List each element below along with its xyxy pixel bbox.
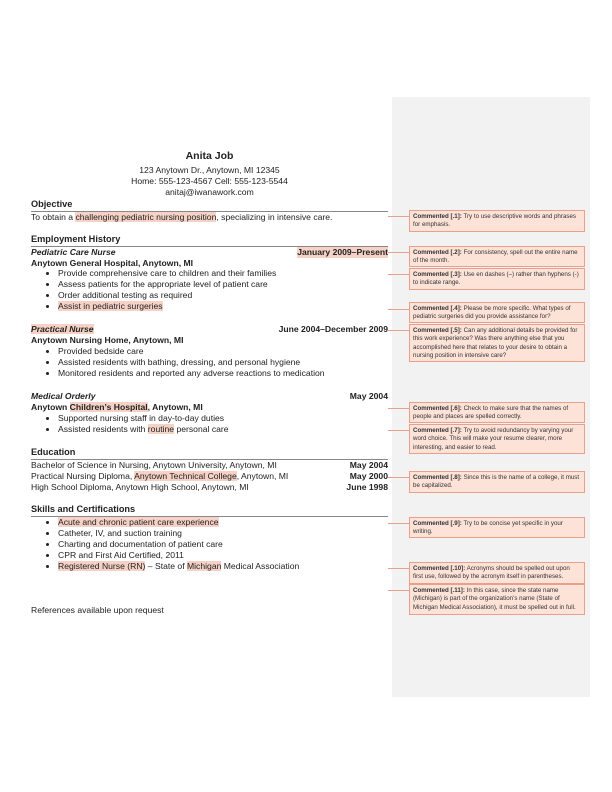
comment-connector <box>388 252 409 253</box>
comment-connector <box>388 523 409 524</box>
list-item: • Supported nursing staff in day-to-day duties <box>58 413 388 424</box>
objective-highlight[interactable]: challenging pediatric nursing position <box>75 212 217 222</box>
email-line: anitaj@iwanawork.com <box>165 187 254 197</box>
comment-balloon-11[interactable]: Commented [.11]: In this case, since the state name (Michigan) is part of the organization’s name (State of Michigan Medical Association), it must be spelled out in full. <box>409 584 585 615</box>
job-duties-3 <box>44 413 388 435</box>
job-employer-2: Anytown Nursing Home, Anytown, MI <box>31 335 184 345</box>
list-item: • Assisted residents with routine personal care <box>58 424 388 435</box>
section-skills: Skills and Certifications <box>31 504 388 517</box>
education-entry-3: High School Diploma, Anytown High School, Anytown, MI June 1998 <box>31 482 388 492</box>
list-item: • Acute and chronic patient care experience <box>58 517 388 528</box>
comment-connector <box>388 274 409 275</box>
list-item: • Assess patients for the appropriate level of patient care <box>58 279 388 290</box>
comment-balloon-9[interactable]: Commented [.9]: Try to be concise yet specific in your writing. <box>409 517 585 538</box>
list-item: • Provided bedside care <box>58 346 388 357</box>
applicant-name: Anita Job <box>185 150 234 162</box>
phone-line: Home: 555-123-4567 Cell: 555-123-5544 <box>131 176 288 186</box>
job-employer-3: Anytown Children’s Hospital, Anytown, MI <box>31 402 203 412</box>
comment-balloon-3[interactable]: Commented [.3]: Use en dashes (–) rather than hyphens (-) to indicate range. <box>409 268 585 290</box>
list-item: • CPR and First Aid Certified, 2011 <box>58 550 388 561</box>
comment-balloon-5[interactable]: Commented [.5]: Can any additional details be provided for this work experience? Was there anything else that you accomplished here that relates to your desire to obtain a nursing position in intensive care? <box>409 324 585 362</box>
job-title-1: Pediatric Care Nurse January 2009–Present <box>31 247 388 257</box>
objective-pre: To obtain a <box>31 212 76 222</box>
job-date-3: May 2004 <box>349 391 388 401</box>
list-item: • Order additional testing as required <box>58 290 388 301</box>
education-entry-1: Bachelor of Science in Nursing, Anytown University, Anytown, MI May 2004 <box>31 460 388 470</box>
comment-connector <box>388 477 409 478</box>
section-employment: Employment History <box>31 234 388 247</box>
job-employer-1: Anytown General Hospital, Anytown, MI <box>31 258 194 268</box>
list-item: • Registered Nurse (RN) – State of Michigan Medical Association <box>58 561 388 572</box>
comment-balloon-2[interactable]: Commented [.2]: For consistency, spell out the entire name of the month. <box>409 246 585 267</box>
comment-connector <box>388 430 409 431</box>
job-date-2: June 2004–December 2009 <box>278 324 388 334</box>
job-title-3: Medical Orderly May 2004 <box>31 391 388 401</box>
comment-balloon-7[interactable]: Commented [.7]: Try to avoid redundancy by varying your word choice. This will make your resume clearer, more interesting, and easier to read. <box>409 424 585 454</box>
comment-balloon-6[interactable]: Commented [.6]: Check to make sure that the names of people and places are spelled correctly. <box>409 402 585 423</box>
skills-list <box>44 517 388 571</box>
list-item: • Provide comprehensive care to children and their families <box>58 268 388 279</box>
list-item: • Monitored residents and reported any adverse reactions to medication <box>58 368 388 379</box>
list-item: • Charting and documentation of patient care <box>58 539 388 550</box>
comment-connector <box>388 590 409 591</box>
job-date-1[interactable]: January 2009–Present <box>297 247 388 257</box>
comment-balloon-1[interactable]: Commented [.1]: Try to use descriptive words and phrases for emphasis. <box>409 210 585 232</box>
comment-connector <box>388 568 409 569</box>
section-education: Education <box>31 447 388 460</box>
references-note: References available upon request <box>31 605 164 615</box>
section-objective: Objective <box>31 199 388 212</box>
comment-balloon-4[interactable]: Commented [.4]: Please be more specific. What types of pediatric surgeries did you provide assistance for? <box>409 302 585 323</box>
objective-text <box>31 212 388 223</box>
comment-connector <box>388 408 409 409</box>
objective-post: , specializing in intensive care. <box>216 212 333 222</box>
comment-connector <box>388 216 409 217</box>
comment-connector <box>388 309 409 310</box>
list-item: • Assist in pediatric surgeries <box>58 301 388 312</box>
job-title-2: Practical Nurse June 2004–December 2009 <box>31 324 388 334</box>
job-duties-1 <box>44 268 388 312</box>
comment-connector <box>388 330 409 331</box>
list-item: • Catheter, IV, and suction training <box>58 528 388 539</box>
job-duties-2 <box>44 346 388 379</box>
comment-balloon-10[interactable]: Commented [.10]: Acronyms should be spelled out upon first use, followed by the acronym itself in parentheses. <box>409 562 585 584</box>
list-item: • Assisted residents with bathing, dressing, and personal hygiene <box>58 357 388 368</box>
education-entry-2: Practical Nursing Diploma, Anytown Technical College, Anytown, MI May 2000 <box>31 471 388 481</box>
comment-balloon-8[interactable]: Commented [.8]: Since this is the name of a college, it must be capitalized. <box>409 471 585 493</box>
address-line: 123 Anytown Dr., Anytown, MI 12345 <box>139 165 280 175</box>
